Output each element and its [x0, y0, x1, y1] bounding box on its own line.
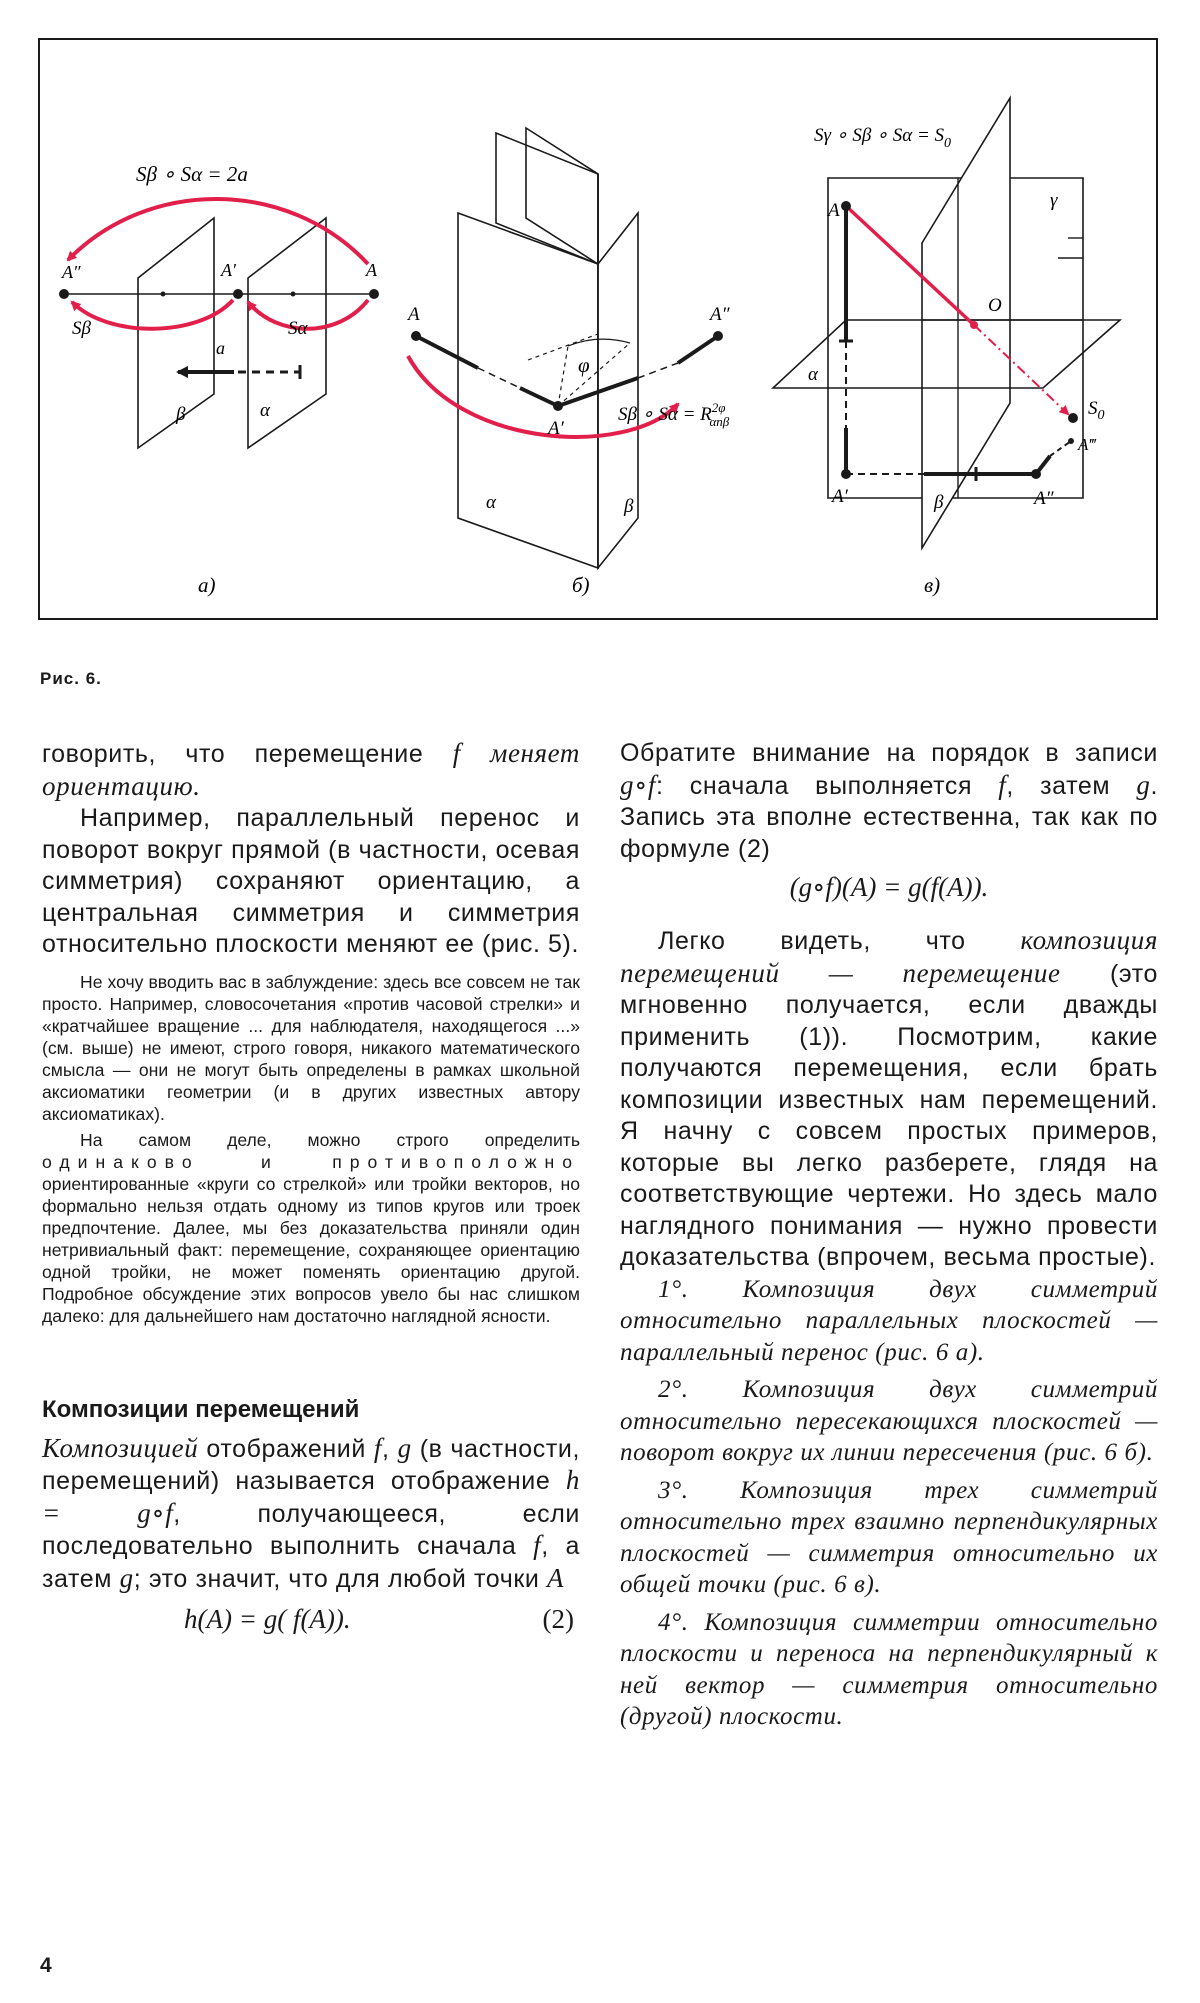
c-caption: в): [924, 573, 941, 597]
point-A2: [59, 289, 69, 299]
c-label-alpha: α: [808, 364, 818, 385]
a-label-Salpha: Sα: [288, 318, 308, 339]
panel-b: [406, 128, 731, 597]
paragraph: говорить, что перемещение f меняет ориентацию.: [42, 738, 580, 801]
paragraph: Обратите внимание на порядок в записи g∘f: сначала выполняется f, затем g. Запись эта вполне естественна, так как по формуле (2): [620, 739, 1158, 863]
point-O: [970, 321, 978, 329]
a-formula-vec: a⃗: [237, 162, 265, 186]
c-label-Atp: A‴: [1078, 435, 1096, 454]
note-paragraph: Не хочу вводить вас в заблуждение: здесь все совсем не так просто. Например, словосочетания «против часовой стрелки» и «кратчайшее вращение ... для наблюдателя, находящегося ...» (см. выше) не имеют, строго говоря, никакого математического смысла — они не могут быть определены в рамках школьной аксиоматики геометрии (и в других известных автору аксиоматиках).: [42, 971, 580, 1124]
svg-text:Sγ ∘ Sβ ∘ Sα = S0: [814, 125, 951, 151]
point-Atp: [1068, 438, 1074, 444]
plane-beta-c: [922, 98, 1010, 548]
c-label-Ap: A′: [832, 486, 848, 507]
paragraph: Легко видеть, что композиция перемещений — перемещение (это мгновенно получается, если дважды применить (1)). Посмотрим, какие получаются перемещения, если брать композиции известных нам перемещений. Я начну с совсем простых примеров, которые вы легко разберете, глядя на соответствующие чертежи. Но здесь мало наглядного понимания — нужно провести доказательства (впрочем, весьма простые).: [620, 925, 1158, 1271]
point-A-c: [841, 201, 851, 211]
list-item: 4°. Композиция симметрии относительно плоскости и переноса на перпендикулярный к ней вектор — симметрия относительно (другой) плоскости.: [620, 1608, 1158, 1730]
c-label-A: A: [828, 200, 840, 221]
c-label-beta: β: [934, 492, 944, 513]
b-label-Ap: A′: [548, 418, 564, 439]
point-A: [369, 289, 379, 299]
right-column: [620, 738, 1158, 1733]
paragraph: Например, параллельный перенос и поворот вокруг прямой (в частности, осевая симметрия) сохраняют ориентацию, а центральная симметрия и симметрия относительно плоскости меняют ее (рис. 5).: [42, 804, 580, 958]
b-label-alpha: α: [486, 492, 496, 513]
b-formula-sup: 2φ: [711, 400, 726, 415]
segment-ApAdp: [678, 336, 718, 363]
svg-text:Sβ ∘ Sα = R2φαnβ: [618, 400, 730, 429]
a-formula: Sβ ∘ Sα = 2: [136, 162, 238, 186]
c-formula: Sγ ∘ Sβ ∘ Sα = S: [814, 125, 945, 146]
b-caption: б): [572, 573, 590, 597]
list-item: 1°. Композиция двух симметрий относительно параллельных плоскостей — параллельный перенос (рис. 6 а).: [620, 1275, 1158, 1366]
section-heading: Композиции перемещений: [42, 1395, 360, 1423]
a-label-vec: a⃗: [216, 338, 240, 358]
c-label-Adp: A″: [1034, 488, 1054, 509]
a-label-alpha: α: [260, 400, 270, 421]
point-A-b: [411, 331, 421, 341]
note-paragraph: На самом деле, можно строго определить одинаково и противоположно ориентированные «круги со стрелкой» или тройки векторов, но формально нельзя отдать одному из типов кругов или троек предпочтение. Далее, мы без доказательства приняли один нетривиальный факт: перемещение, сохраняющее ориентацию одной тройки, не может поменять ориентацию другой. Подробное обсуждение этих вопросов увело бы нас слишком далеко: для дальнейшего нам достаточно наглядной ясности.: [42, 1129, 580, 1326]
formula-composition: (g∘f)(A) = g(f(A)).: [789, 872, 989, 902]
c-formula-sub: 0: [944, 136, 952, 151]
c-label-S0: S: [1088, 398, 1098, 419]
b-label-A: A: [408, 304, 420, 325]
a-label-Ap: A′: [221, 260, 236, 280]
b-formula: Sβ ∘ Sα = R: [618, 404, 712, 425]
b-label-phi: φ: [578, 353, 590, 377]
svg-text:S0: [1088, 398, 1105, 423]
panel-a: [59, 162, 379, 597]
svg-text:Sβ ∘ Sα = 2a⃗: [136, 162, 264, 186]
left-column: [42, 738, 580, 1639]
a-label-A: A: [366, 260, 377, 280]
c-label-O: O: [988, 295, 1002, 316]
list-item: 2°. Композиция двух симметрий относительно пересекающихся плоскостей — поворот вокруг их линии пересечения (рис. 6 б).: [620, 1376, 1158, 1466]
figure-caption: Рис. 6.: [40, 669, 102, 688]
c-label-S0-sub: 0: [1097, 408, 1105, 423]
c-label-gamma: γ: [1050, 190, 1058, 211]
formula-2: h(A) = g( f(A)). (2): [42, 1595, 580, 1639]
list-item: 3°. Композиция трех симметрий относительно трех взаимно перпендикулярных плоскостей — симметрия относительно их общей точки (рис. 6 в).: [620, 1476, 1158, 1598]
point-Adp-c: [1031, 469, 1041, 479]
point-A1: [233, 289, 243, 299]
formula-number: (2): [542, 1604, 574, 1634]
b-label-Adp: A″: [710, 304, 730, 325]
point-Ap-c: [841, 469, 851, 479]
b-label-beta: β: [624, 496, 634, 517]
a-label-beta: β: [176, 404, 186, 425]
point-Adp-b: [713, 331, 723, 341]
b-formula-sub: αnβ: [709, 414, 730, 429]
a-label-Adp: A″: [62, 262, 81, 282]
a-label-Sbeta: Sβ: [72, 318, 91, 339]
paragraph: Композицией отображений f, g (в частности, перемещений) называется отображение h = g∘f, получающееся, если последовательно выполнить сначала f, а затем g; это значит, что для любой точки A: [42, 1432, 580, 1593]
point-S0: [1068, 413, 1078, 423]
figure-6: [38, 38, 1158, 620]
page-number: 4: [40, 1954, 52, 1977]
point-Ap-b: [553, 401, 563, 411]
a-caption: а): [198, 573, 216, 597]
panel-c: [773, 98, 1120, 597]
